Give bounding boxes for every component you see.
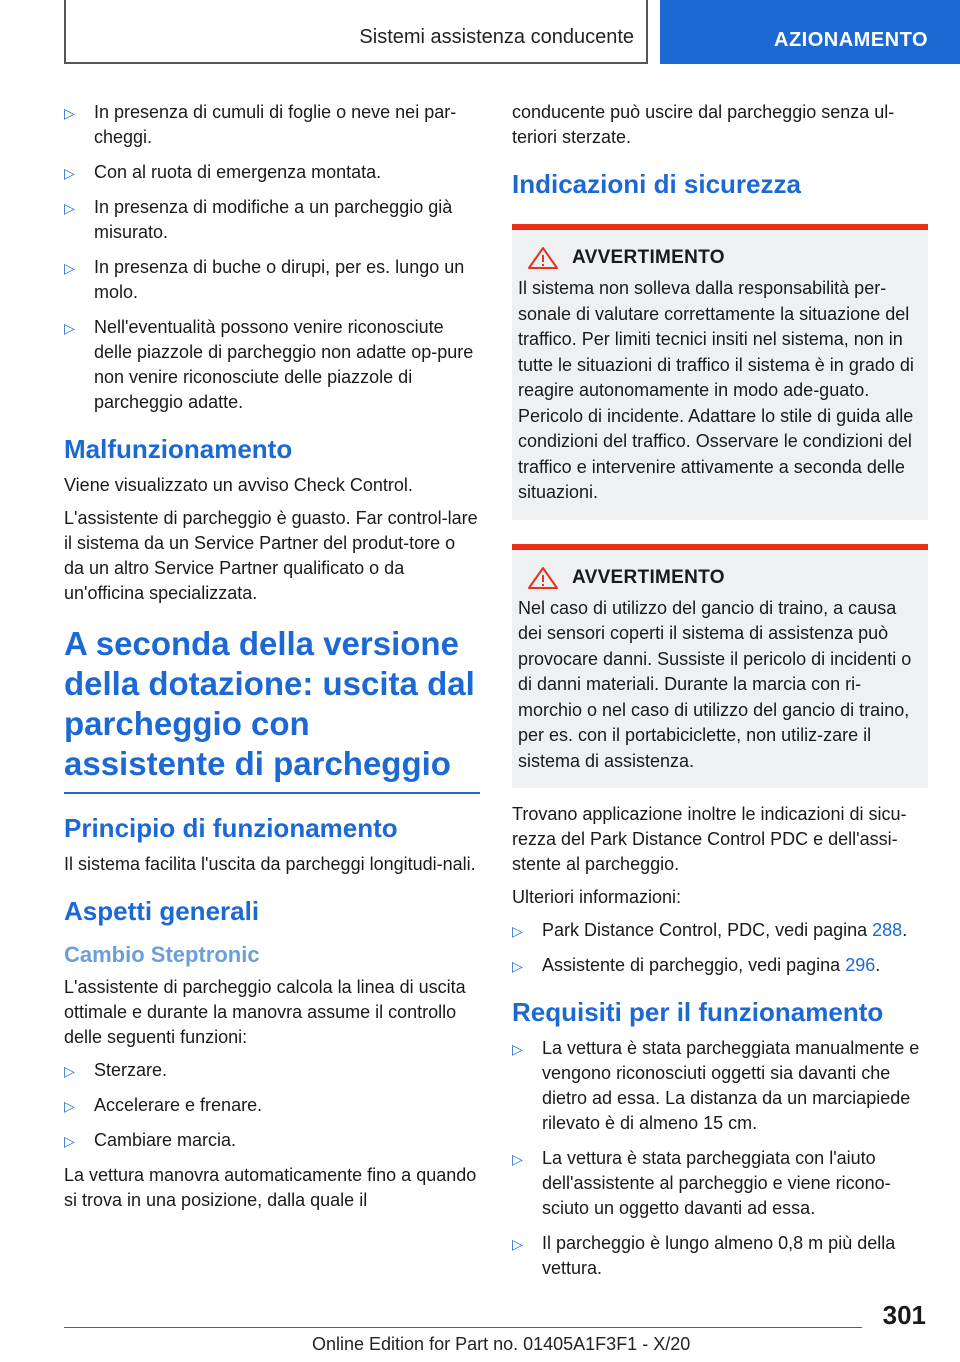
list-item: ▷ Il parcheggio è lungo almeno 0,8 m più della vettura. — [512, 1233, 896, 1278]
triangle-right-icon: ▷ — [64, 165, 75, 181]
list-item: ▷ In presenza di modifiche a un parcheggio già misurato. — [64, 197, 453, 242]
page-link-288[interactable]: 288 — [872, 920, 903, 940]
triangle-right-icon: ▷ — [64, 200, 75, 216]
requisiti-heading: Requisiti per il funzionamento — [512, 997, 884, 1027]
triangle-right-icon: ▷ — [64, 105, 75, 121]
warning-triangle-icon — [526, 246, 560, 270]
list-item: ▷ Accelerare e frenare. — [64, 1093, 480, 1118]
warning-text: Il sistema non solleva dalla responsabilità per-sonale di valutare correttamente la situazione del traffico. Per limiti tecnici insiti nel sistema, non in tutte le situazioni di traffico il sistema è in grado di reagire autonomamente in modo ade-guato. Pericolo di incidente. Adattare lo stile di guida alle condizioni del traffico. Osservare le condizioni del traffico e intervenire attivamente a seconda delle situazioni. — [518, 278, 914, 502]
list-item: ▷ Cambiare marcia. — [64, 1128, 480, 1153]
requirements-list — [512, 1036, 928, 1281]
paragraph: conducente può uscire dal parcheggio senza ul-teriori sterzate. — [512, 102, 895, 147]
triangle-right-icon: ▷ — [512, 1151, 523, 1167]
triangle-right-icon: ▷ — [64, 320, 75, 336]
warning-box — [512, 544, 928, 789]
footer-edition: Online Edition for Part no. 01405A1F3F1 - X/20 — [312, 1334, 691, 1354]
warning-text: Nel caso di utilizzo del gancio di traino, a causa dei sensori coperti il sistema di assistenza può provocare danni. Sussiste il pericolo di incidenti o di danni materiali. Durante la marcia con ri-morchio o nel caso di utilizzo del gancio di traino, per es. con il portabiciclette, non utiliz-zare il sistema di assistenza. — [518, 597, 912, 771]
paragraph: Il sistema facilita l'uscita da parcheggi longitudi-nali. — [64, 854, 476, 874]
list-item: ▷ La vettura è stata parcheggiata manualmente e vengono riconosciuti oggetti sia davanti che dietro ad essa. La distanza da un marciapiede rilevato è di almeno 15 cm. — [512, 1038, 920, 1133]
triangle-right-icon: ▷ — [64, 1098, 75, 1114]
sicurezza-heading: Indicazioni di sicurezza — [512, 169, 801, 199]
left-column — [64, 100, 480, 1221]
paragraph: L'assistente di parcheggio calcola la linea di uscita ottimale e durante la manovra assume il controllo delle seguenti funzioni: — [64, 977, 466, 1047]
paragraph: Ulteriori informazioni: — [512, 887, 682, 907]
footer-divider — [64, 1327, 862, 1328]
paragraph: L'assistente di parcheggio è guasto. Far control-lare il sistema da un Service Partner del produt-tore o da un altro Service Partner qualificato o da un'officina specializzata. — [64, 508, 478, 603]
references-list — [512, 918, 928, 978]
list-item: ▷ In presenza di buche o dirupi, per es. lungo un molo. — [64, 257, 465, 302]
triangle-right-icon: ▷ — [512, 1041, 523, 1057]
triangle-right-icon: ▷ — [512, 958, 523, 974]
list-item: ▷ Sterzare. — [64, 1058, 480, 1083]
functions-list — [64, 1058, 480, 1153]
principio-heading: Principio di funzionamento — [64, 813, 398, 843]
conditions-list — [64, 100, 480, 415]
list-item: ▷ In presenza di cumuli di foglie o neve nei par-cheggi. — [64, 102, 457, 147]
aspetti-heading: Aspetti generali — [64, 896, 260, 926]
cambio-heading: Cambio Steptronic — [64, 942, 260, 967]
triangle-right-icon: ▷ — [64, 1133, 75, 1149]
right-column — [512, 100, 928, 1291]
page-number: 301 — [882, 1300, 926, 1330]
paragraph: Viene visualizzato un avviso Check Control. — [64, 475, 413, 495]
list-item: ▷ Assistente di parcheggio, vedi pagina 296. — [512, 953, 928, 978]
warning-box — [512, 224, 928, 520]
warning-label: AVVERTIMENTO — [572, 247, 725, 268]
malfunzionamento-heading: Malfunzionamento — [64, 434, 293, 464]
warning-label: AVVERTIMENTO — [572, 566, 725, 588]
header-section: AZIONAMENTO — [774, 29, 929, 51]
list-item: ▷ Con al ruota di emergenza montata. — [64, 160, 480, 185]
list-item: ▷ La vettura è stata parcheggiata con l'aiuto dell'assistente al parcheggio e viene ricono-sciuto un oggetto davanti ad essa. — [512, 1148, 891, 1218]
header-section-tab — [660, 0, 960, 64]
triangle-right-icon: ▷ — [512, 1236, 523, 1252]
triangle-right-icon: ▷ — [64, 260, 75, 276]
triangle-right-icon: ▷ — [64, 1063, 75, 1079]
list-item: ▷ Park Distance Control, PDC, vedi pagina 288. — [512, 918, 928, 943]
header-chapter: Sistemi assistenza conducente — [359, 26, 634, 48]
chapter-title: A seconda della versione della dotazione: uscita dal parcheggio con assistente di parcheggio — [64, 624, 480, 794]
header-chapter-box — [64, 0, 648, 64]
triangle-right-icon: ▷ — [512, 923, 523, 939]
warning-triangle-icon — [526, 566, 560, 590]
list-item: ▷ Nell'eventualità possono venire riconosciute delle piazzole di parcheggio non adatte op-pure non venire riconosciute delle piazzole di parcheggio adatte. — [64, 317, 474, 412]
page-link-296[interactable]: 296 — [845, 955, 876, 975]
paragraph: Trovano applicazione inoltre le indicazioni di sicu-rezza del Park Distance Control PDC e dell'assi-stente al parcheggio. — [512, 804, 907, 874]
paragraph: La vettura manovra automaticamente fino a quando si trova in una posizione, dalla quale il — [64, 1165, 477, 1210]
